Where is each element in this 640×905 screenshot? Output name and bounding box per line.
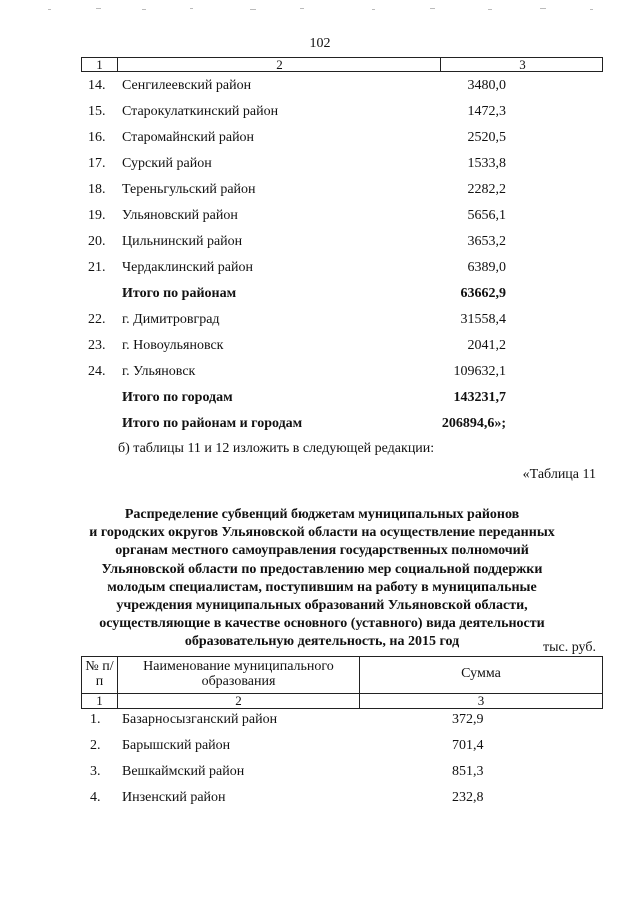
row-name: Вешкаймский район bbox=[122, 764, 245, 779]
title-line: осуществляющие в качестве основного (уставного) вида деятельности bbox=[99, 616, 545, 632]
row-number: 22. bbox=[88, 312, 106, 327]
row-number: 18. bbox=[88, 182, 106, 197]
title-line: образовательную деятельность, на 2015 год bbox=[184, 634, 460, 650]
title-line: Ульяновской области по предоставлению мер социальной поддержки bbox=[101, 561, 543, 577]
row-name: Итого по городам bbox=[122, 390, 233, 405]
row-number: 16. bbox=[88, 130, 106, 145]
subtotal-row bbox=[0, 285, 640, 303]
table-row bbox=[0, 103, 640, 121]
row-value: 5656,1 bbox=[467, 208, 506, 223]
row-name: Чердаклинский район bbox=[122, 260, 253, 275]
row-name: Барышский район bbox=[122, 738, 231, 753]
table-row bbox=[0, 77, 640, 95]
row-name: г. Димитровград bbox=[122, 312, 220, 327]
row-name: г. Новоульяновск bbox=[122, 338, 224, 353]
table2-header bbox=[81, 656, 603, 709]
row-value: 2520,5 bbox=[467, 130, 506, 145]
row-value: 2041,2 bbox=[467, 338, 506, 353]
table-title bbox=[60, 506, 584, 652]
row-number: 17. bbox=[88, 156, 106, 171]
table-row bbox=[0, 207, 640, 225]
table-row bbox=[0, 155, 640, 173]
header-name: Наименование муниципального образования bbox=[143, 659, 334, 689]
row-value: 31558,4 bbox=[460, 312, 506, 327]
row-name: Ульяновский район bbox=[122, 208, 238, 223]
row-name: Инзенский район bbox=[122, 790, 226, 805]
row-value: 232,8 bbox=[452, 790, 484, 805]
table-row bbox=[0, 181, 640, 199]
row-number: 23. bbox=[88, 338, 106, 353]
row-number: 3. bbox=[90, 764, 101, 779]
row-number: 1. bbox=[90, 712, 101, 727]
row-value: 143231,7 bbox=[453, 390, 506, 405]
units-label: тыс. руб. bbox=[543, 640, 596, 655]
row-value: 206894,6»; bbox=[441, 416, 506, 431]
row-value: 3480,0 bbox=[467, 78, 506, 93]
row-value: 109632,1 bbox=[453, 364, 506, 379]
row-number: 14. bbox=[88, 78, 106, 93]
table-row bbox=[0, 763, 640, 781]
row-name: г. Ульяновск bbox=[122, 364, 196, 379]
table-row bbox=[0, 711, 640, 729]
row-value: 1472,3 bbox=[467, 104, 506, 119]
row-value: 6389,0 bbox=[467, 260, 506, 275]
row-value: 851,3 bbox=[452, 764, 484, 779]
scan-artifacts bbox=[0, 0, 640, 20]
title-line: учреждения муниципальных образований Ульяновской области, bbox=[116, 598, 528, 614]
row-value: 3653,2 bbox=[467, 234, 506, 249]
row-name: Старомайнский район bbox=[122, 130, 255, 145]
title-line: органам местного самоуправления государственных полномочий bbox=[115, 543, 529, 559]
row-name: Старокулаткинский район bbox=[122, 104, 279, 119]
amendment-paragraph: б) таблицы 11 и 12 изложить в следующей редакции: bbox=[118, 441, 435, 456]
row-value: 372,9 bbox=[452, 712, 484, 727]
header-number: № п/п bbox=[85, 659, 114, 689]
table1-column-numbers bbox=[81, 57, 603, 72]
table-row bbox=[0, 259, 640, 277]
table-row bbox=[0, 311, 640, 329]
row-number: 19. bbox=[88, 208, 106, 223]
row-value: 1533,8 bbox=[467, 156, 506, 171]
row-number: 21. bbox=[88, 260, 106, 275]
total-row bbox=[0, 415, 640, 433]
header-sum: Сумма bbox=[461, 666, 501, 681]
title-line: и городских округов Ульяновской области на осуществление переданных bbox=[89, 525, 555, 541]
table-row bbox=[0, 129, 640, 147]
title-line: Распределение субвенций бюджетам муниципальных районов bbox=[124, 507, 520, 522]
table1-col-2: 2 bbox=[117, 58, 441, 71]
table1-col-3: 3 bbox=[440, 58, 604, 71]
row-name: Цильнинский район bbox=[122, 234, 243, 249]
table2-col-2: 2 bbox=[235, 693, 242, 708]
row-number: 24. bbox=[88, 364, 106, 379]
table-reference: «Таблица 11 bbox=[522, 467, 596, 482]
row-number: 15. bbox=[88, 104, 106, 119]
row-value: 63662,9 bbox=[460, 286, 506, 301]
row-number: 2. bbox=[90, 738, 101, 753]
table2-col-1: 1 bbox=[96, 693, 103, 708]
table-row bbox=[0, 363, 640, 381]
table-row bbox=[0, 233, 640, 251]
row-name: Базарносызганский район bbox=[122, 712, 278, 727]
table-row bbox=[0, 737, 640, 755]
table-row bbox=[0, 337, 640, 355]
table2-col-3: 3 bbox=[477, 693, 485, 708]
title-line: молодым специалистам, поступившим на работу в муниципальные bbox=[107, 579, 537, 595]
table-row bbox=[0, 789, 640, 807]
row-value: 2282,2 bbox=[467, 182, 506, 197]
row-name: Итого по районам bbox=[122, 286, 237, 301]
row-number: 4. bbox=[90, 790, 101, 805]
row-value: 701,4 bbox=[452, 738, 484, 753]
table1-col-1: 1 bbox=[96, 57, 103, 72]
row-name: Итого по районам и городам bbox=[122, 416, 303, 431]
row-name: Тереньгульский район bbox=[122, 182, 256, 197]
row-name: Сурский район bbox=[122, 156, 212, 171]
row-name: Сенгилеевский район bbox=[122, 78, 252, 93]
subtotal-row bbox=[0, 389, 640, 407]
row-number: 20. bbox=[88, 234, 106, 249]
page-number: 102 bbox=[309, 36, 331, 51]
